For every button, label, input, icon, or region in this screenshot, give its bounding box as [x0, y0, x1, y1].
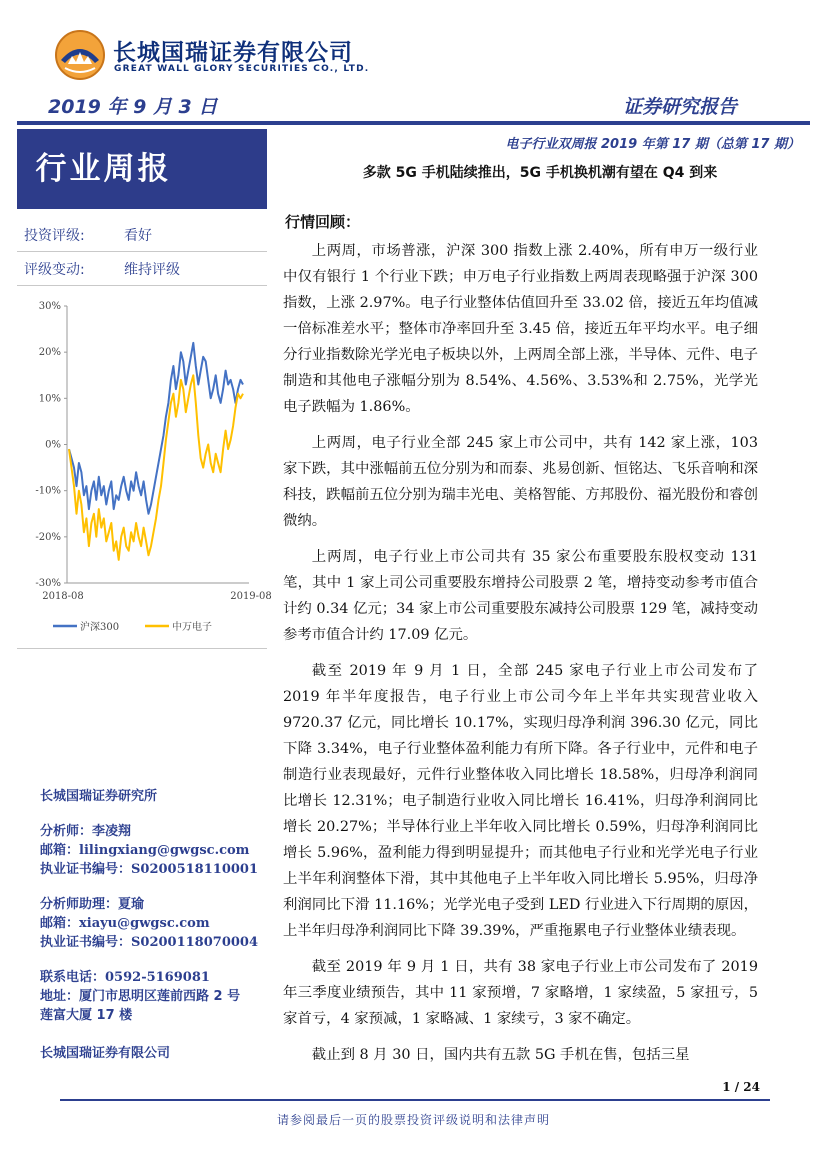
- analyst-name: 分析师：李凌翔: [40, 824, 132, 839]
- assistant-cert: S0200118070004: [131, 935, 258, 950]
- y-tick-label: 30%: [38, 301, 61, 312]
- company-name-en: GREAT WALL GLORY SECURITIES CO., LTD.: [114, 64, 370, 74]
- report-series: 电子行业双周报 2019 年第 17 期（总第 17 期）: [505, 137, 800, 152]
- investment-rating-row: [17, 217, 267, 252]
- header-divider: [17, 121, 810, 125]
- category-banner: [17, 129, 267, 209]
- rating-change-label: 评级变动:: [24, 262, 85, 278]
- analyst-email-label: 邮箱：: [40, 843, 80, 858]
- paragraph: 截至 2019 年 9 月 1 日，全部 245 家电子行业上市公司发布了 2019 年半年度报告，电子行业上市公司今年上半年共实现营业收入 9720.37 亿元，同比增长 10.17%，实现归母净利润 396.30 亿元，同比下降 3.34%，电子行业整体盈利能力有所下降。各子行业中，元件和电子制造行业表现最好，元件行业整体收入同比增长 18.58%，归母净利润同比增长 12.31%；电子制造行业收入同比增长 16.41%，归母净利润同比增长 20.27%；半导体行业上半年收入同比增长 0.59%，归母净利润同比增长 5.96%，盈利能力得到明显提升；而其他电子行业和光学光电子行业上半年利润整体下滑，其中其他电子上半年收入同比增长 5.95%，归母净利润同比下滑 11.16%；光学光电子受到 LED 行业进入下行周期的原因，上半年归母净利润同比下降 39.39%，严重拖累电子行业整体业绩表现。: [283, 663, 758, 939]
- address-line-1: 厦门市思明区莲前西路 2 号: [79, 989, 241, 1004]
- assistant-email-label: 邮箱：: [40, 916, 80, 931]
- company-footer-name: 长城国瑞证券有限公司: [40, 1046, 171, 1061]
- assistant-email[interactable]: xiayu@gwgsc.com: [79, 916, 210, 931]
- y-tick-label: 0%: [45, 439, 61, 451]
- disclaimer: 请参阅最后一页的股票投资评级说明和法律声明: [276, 1113, 550, 1127]
- y-tick-label: -10%: [35, 485, 61, 497]
- analyst-cert: S0200518110001: [131, 862, 258, 877]
- analyst-email[interactable]: lilingxiang@gwgsc.com: [79, 843, 250, 858]
- legend-label-hs300: 沪深300: [80, 622, 120, 633]
- company-name-cn: 长城国瑞证券有限公司: [113, 40, 353, 66]
- address-label: 地址：: [40, 989, 80, 1004]
- assistant-name: 分析师助理：夏瑜: [40, 897, 145, 912]
- paragraph: 截至 2019 年 9 月 1 日，共有 38 家电子行业上市公司发布了 2019 年三季度业绩预告，其中 11 家预增，7 家略增，1 家续盈，5 家扭亏，5 家首亏，4 家预减，1 家略减、1 家续亏，3 家不确定。: [283, 959, 758, 1027]
- assistant-cert-label: 执业证书编号：: [40, 935, 132, 950]
- report-headline: 多款 5G 手机陆续推出，5G 手机换机潮有望在 Q4 到来: [362, 165, 718, 181]
- phone-label: 联系电话：: [40, 970, 106, 985]
- y-tick-label: 20%: [38, 347, 61, 359]
- address-line-2: 莲富大厦 17 楼: [40, 1008, 133, 1023]
- research-institute: 长城国瑞证券研究所: [40, 789, 158, 804]
- paragraph: 截止到 8 月 30 日，国内共有五款 5G 手机在售，包括三星: [311, 1047, 690, 1063]
- analyst-info: [40, 822, 258, 879]
- paragraph: 上两周，市场普涨，沪深 300 指数上涨 2.40%，所有申万一级行业中仅有银行 1 个行业下跌；申万电子行业指数上两周表现略强于沪深 300 指数，上涨 2.97%。电子行业整体估值回升至 33.02 倍，接近五年均值减一倍标准差水平；整体市净率回升至 3.45 倍，接近五年平均水平。电子细分行业指数除光学光电子板块以外，上两周全部上涨，半导体、元件、电子制造和其他电子涨幅分别为 8.54%、4.56%、3.53%和 2.75%，光学光电子跌幅为 1.86%。: [283, 243, 758, 415]
- report-type: 证券研究报告: [623, 96, 738, 118]
- rating-change-row: [17, 251, 267, 286]
- x-tick-label: 2018-08: [42, 591, 84, 602]
- y-tick-label: -30%: [35, 578, 61, 589]
- series-line-sw-electronics: [69, 375, 243, 560]
- y-tick-label: -20%: [35, 531, 61, 543]
- y-tick-label: 10%: [38, 393, 61, 405]
- series-line-hs300: [69, 343, 243, 514]
- rating-value: 看好: [124, 228, 152, 244]
- rating-label: 投资评级:: [24, 228, 85, 244]
- assistant-info: [40, 895, 258, 952]
- category-title: 行业周报: [35, 151, 172, 187]
- page-number: 1 / 24: [722, 1080, 760, 1094]
- performance-chart: [17, 288, 272, 649]
- section-heading: 行情回顾：: [285, 213, 361, 231]
- x-tick-label: 2019-08: [230, 591, 272, 602]
- company-logo: [55, 30, 105, 80]
- body-text: [283, 238, 758, 1078]
- analyst-cert-label: 执业证书编号：: [40, 862, 132, 877]
- rating-change-value: 维持评级: [124, 262, 180, 278]
- paragraph: 上两周，电子行业上市公司共有 35 家公布重要股东股权变动 131 笔，其中 1 家上司公司重要股东增持公司股票 2 笔，增持变动参考市值合计约 0.34 亿元；34 家上市公司重要股东减持公司股票 129 笔，减持变动参考市值合计约 17.09 亿元。: [283, 549, 758, 643]
- phone-number: 0592-5169081: [105, 970, 210, 985]
- legend-label-sw-electronics: 中万电子: [172, 622, 212, 633]
- contact-info: [40, 968, 240, 1025]
- report-date: 2019 年 9 月 3 日: [48, 96, 218, 118]
- footer-divider: [60, 1099, 770, 1101]
- paragraph: 上两周，电子行业全部 245 家上市公司中，共有 142 家上涨，103 家下跌，其中涨幅前五位分别为和而泰、兆易创新、恒铭达、飞乐音响和深科技，跌幅前五位分别为瑞丰光电、美格智能、方邦股份、福光股份和睿创微纳。: [283, 435, 758, 529]
